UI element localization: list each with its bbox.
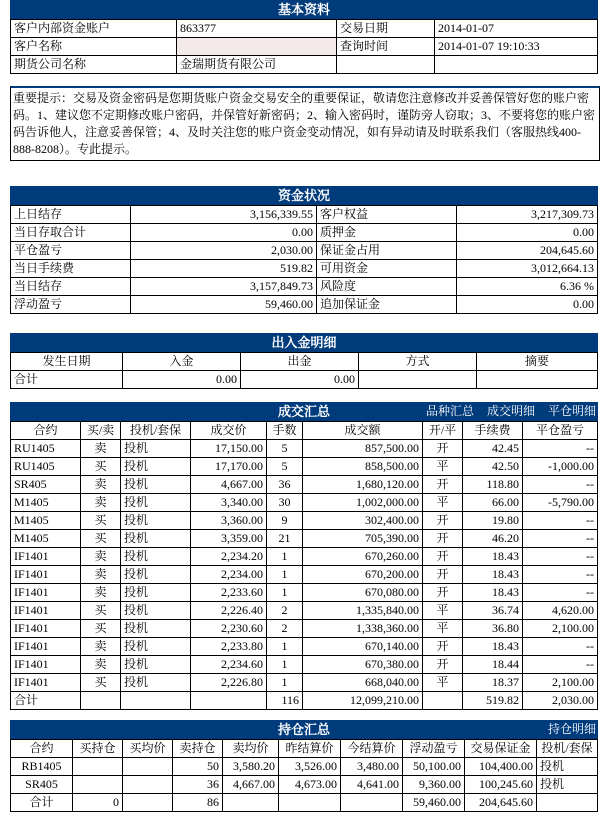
trades-total-fee: 519.82	[463, 692, 523, 710]
trade-cell: IF1401	[11, 674, 81, 692]
trade-row	[11, 512, 598, 530]
trade-date-value: 2014-01-07	[435, 20, 598, 38]
funds-label: 保证金占用	[317, 242, 457, 260]
trades-total-qty: 116	[267, 692, 303, 710]
trades-col-header: 买/卖	[81, 422, 121, 440]
trade-cell: 18.43	[463, 548, 523, 566]
trade-cell: 4,620.00	[523, 602, 598, 620]
funds-label: 当日手续费	[11, 260, 131, 278]
trade-cell: 投机	[121, 566, 191, 584]
trade-cell: 卖	[81, 494, 121, 512]
inout-col-in: 入金	[123, 353, 241, 371]
trade-cell: 18.43	[463, 566, 523, 584]
position-cell: 投机	[537, 758, 598, 776]
trade-cell: RU1405	[11, 458, 81, 476]
trade-cell: IF1401	[11, 620, 81, 638]
funds-label: 客户权益	[317, 206, 457, 224]
account-value: 863377	[177, 20, 337, 38]
trade-cell: 9	[267, 512, 303, 530]
trades-col-header: 投机/套保	[121, 422, 191, 440]
trade-cell: 开	[423, 584, 463, 602]
trade-row	[11, 638, 598, 656]
trade-cell: 投机	[121, 548, 191, 566]
trade-cell: --	[523, 638, 598, 656]
funds-row	[11, 242, 598, 260]
trades-table	[10, 421, 598, 710]
trade-cell: 2,234.60	[191, 656, 267, 674]
trade-cell: --	[523, 584, 598, 602]
position-cell: SR405	[11, 776, 73, 794]
trade-cell: 买	[81, 674, 121, 692]
funds-value: 0.00	[457, 224, 598, 242]
trade-row	[11, 620, 598, 638]
positions-section	[10, 720, 598, 812]
trade-cell: 21	[267, 530, 303, 548]
trade-date-label: 交易日期	[337, 20, 435, 38]
trade-cell: M1405	[11, 512, 81, 530]
funds-label: 风险度	[317, 278, 457, 296]
query-time-value: 2014-01-07 19:10:33	[435, 38, 598, 56]
trade-row	[11, 458, 598, 476]
trade-row	[11, 656, 598, 674]
empty-cell	[121, 692, 191, 710]
trade-cell: 1	[267, 584, 303, 602]
funds-label: 质押金	[317, 224, 457, 242]
trade-cell: 18.37	[463, 674, 523, 692]
trade-row	[11, 602, 598, 620]
trade-cell: 开	[423, 638, 463, 656]
trade-cell: 投机	[121, 620, 191, 638]
position-cell	[73, 776, 123, 794]
trade-cell: 670,260.00	[303, 548, 423, 566]
empty-cell	[81, 692, 121, 710]
position-cell: 3,480.00	[341, 758, 403, 776]
trade-cell: 开	[423, 476, 463, 494]
trade-cell: 705,390.00	[303, 530, 423, 548]
trades-links	[416, 402, 596, 421]
trade-cell: 1	[267, 656, 303, 674]
funds-value: 519.82	[131, 260, 317, 278]
trade-row	[11, 548, 598, 566]
funds-label: 浮动盈亏	[11, 296, 131, 314]
funds-value: 0.00	[131, 224, 317, 242]
trade-cell: 平	[423, 620, 463, 638]
position-cell	[73, 758, 123, 776]
trade-cell: 卖	[81, 584, 121, 602]
empty-cell	[537, 794, 598, 812]
funds-value: 59,460.00	[131, 296, 317, 314]
trade-cell: 18.43	[463, 638, 523, 656]
trade-cell: 18.43	[463, 584, 523, 602]
position-row	[11, 776, 598, 794]
trade-cell: 开	[423, 530, 463, 548]
trade-cell: 2,230.60	[191, 620, 267, 638]
inout-table	[10, 352, 598, 389]
trade-cell: 1	[267, 566, 303, 584]
position-cell: 4,667.00	[223, 776, 279, 794]
funds-row	[11, 224, 598, 242]
position-cell	[123, 758, 173, 776]
position-cell: 3,580.20	[223, 758, 279, 776]
trade-cell: 46.20	[463, 530, 523, 548]
positions-total-float: 59,460.00	[403, 794, 465, 812]
trade-cell: 开	[423, 548, 463, 566]
positions-header	[10, 720, 598, 739]
positions-col-header: 昨结算价	[279, 740, 341, 758]
trade-cell: M1405	[11, 494, 81, 512]
trade-cell: 卖	[81, 440, 121, 458]
trade-cell: 17,150.00	[191, 440, 267, 458]
inout-col-summary: 摘要	[477, 353, 598, 371]
trade-cell: 2,233.60	[191, 584, 267, 602]
trade-cell: 670,140.00	[303, 638, 423, 656]
trade-cell: 买	[81, 620, 121, 638]
funds-label: 平仓盈亏	[11, 242, 131, 260]
trade-cell: 5	[267, 458, 303, 476]
trade-cell: 3,360.00	[191, 512, 267, 530]
trade-cell: 卖	[81, 566, 121, 584]
trade-cell: 投机	[121, 440, 191, 458]
trade-cell: 卖	[81, 476, 121, 494]
basic-info-header	[10, 0, 598, 19]
positions-table	[10, 739, 598, 812]
trade-cell: 42.50	[463, 458, 523, 476]
trade-cell: SR405	[11, 476, 81, 494]
trade-cell: 2,100.00	[523, 620, 598, 638]
trade-cell: IF1401	[11, 548, 81, 566]
trade-cell: 开	[423, 512, 463, 530]
funds-title: 资金状况	[277, 188, 330, 203]
customer-name-label: 客户名称	[11, 38, 177, 56]
trades-header-row	[11, 422, 598, 440]
trades-total-pnl: 2,030.00	[523, 692, 598, 710]
positions-col-header: 卖持仓	[173, 740, 223, 758]
funds-header	[10, 186, 598, 205]
trades-section	[10, 402, 598, 710]
trade-row	[11, 494, 598, 512]
empty-cell	[341, 794, 403, 812]
funds-row	[11, 278, 598, 296]
inout-total-label: 合计	[11, 371, 123, 389]
trade-cell: 投机	[121, 476, 191, 494]
trade-cell: --	[523, 512, 598, 530]
positions-header-row	[11, 740, 598, 758]
position-row	[11, 758, 598, 776]
funds-label: 追加保证金	[317, 296, 457, 314]
trade-cell: 卖	[81, 656, 121, 674]
inout-header	[10, 333, 598, 352]
position-detail-link[interactable]: 持仓明细	[547, 722, 596, 736]
empty-cell	[191, 692, 267, 710]
trade-cell: -1,000.00	[523, 458, 598, 476]
position-cell: 36	[173, 776, 223, 794]
positions-col-header: 合约	[11, 740, 73, 758]
trade-cell: 买	[81, 458, 121, 476]
empty-cell	[359, 371, 477, 389]
trade-cell: 投机	[121, 638, 191, 656]
trade-cell: 投机	[121, 656, 191, 674]
positions-title: 持仓汇总	[277, 722, 330, 737]
trade-cell: 2,226.80	[191, 674, 267, 692]
inout-title: 出入金明细	[271, 335, 337, 350]
positions-col-header: 投机/套保	[537, 740, 598, 758]
trade-cell: --	[523, 566, 598, 584]
trade-cell: 858,500.00	[303, 458, 423, 476]
trade-cell: 118.80	[463, 476, 523, 494]
positions-col-header: 买持仓	[73, 740, 123, 758]
trade-cell: 30	[267, 494, 303, 512]
trade-cell: IF1401	[11, 602, 81, 620]
positions-total-sell: 86	[173, 794, 223, 812]
customer-name-value	[177, 38, 337, 56]
trades-title: 成交汇总	[277, 404, 330, 419]
trade-cell: 卖	[81, 638, 121, 656]
position-cell: 9,360.00	[403, 776, 465, 794]
trade-cell: 1	[267, 638, 303, 656]
trade-cell: --	[523, 530, 598, 548]
trade-cell: 投机	[121, 494, 191, 512]
funds-value: 204,645.60	[457, 242, 598, 260]
trade-cell: 投机	[121, 530, 191, 548]
trade-row	[11, 566, 598, 584]
empty-cell	[279, 794, 341, 812]
trade-cell: 2	[267, 620, 303, 638]
trade-cell: 平	[423, 674, 463, 692]
trade-cell: 19.80	[463, 512, 523, 530]
trade-cell: 42.45	[463, 440, 523, 458]
trades-col-header: 成交价	[191, 422, 267, 440]
trade-row	[11, 674, 598, 692]
trade-cell: 36.80	[463, 620, 523, 638]
basic-info-section	[10, 0, 598, 74]
funds-row	[11, 260, 598, 278]
trade-cell: 1	[267, 674, 303, 692]
trade-cell: --	[523, 656, 598, 674]
trade-cell: 开	[423, 656, 463, 674]
empty-cell	[435, 56, 598, 74]
positions-col-header: 今结算价	[341, 740, 403, 758]
position-cell: RB1405	[11, 758, 73, 776]
trade-cell: 2,100.00	[523, 674, 598, 692]
trades-col-header: 开/平	[423, 422, 463, 440]
funds-value: 2,030.00	[131, 242, 317, 260]
company-label: 期货公司名称	[11, 56, 177, 74]
variety-summary-link[interactable]: 品种汇总	[425, 404, 474, 418]
funds-value: 3,012,664.13	[457, 260, 598, 278]
trade-cell: IF1401	[11, 584, 81, 602]
inout-section	[10, 333, 598, 389]
trade-cell: 17,170.00	[191, 458, 267, 476]
inout-total-in: 0.00	[123, 371, 241, 389]
trade-cell: 买	[81, 512, 121, 530]
trade-cell: 3,340.00	[191, 494, 267, 512]
positions-total-margin: 204,645.60	[465, 794, 537, 812]
trade-cell: 卖	[81, 548, 121, 566]
positions-col-header: 交易保证金	[465, 740, 537, 758]
position-cell	[123, 776, 173, 794]
inout-col-method: 方式	[359, 353, 477, 371]
trade-cell: 买	[81, 530, 121, 548]
empty-cell	[337, 56, 435, 74]
trade-cell: 买	[81, 602, 121, 620]
funds-section	[10, 186, 598, 314]
funds-row	[11, 206, 598, 224]
trades-col-header: 手数	[267, 422, 303, 440]
basic-info-title: 基本资料	[277, 2, 330, 17]
trades-col-header: 合约	[11, 422, 81, 440]
funds-label: 当日存取合计	[11, 224, 131, 242]
trades-header	[10, 402, 598, 421]
positions-col-header: 卖均价	[223, 740, 279, 758]
trades-col-header: 成交额	[303, 422, 423, 440]
position-cell: 100,245.60	[465, 776, 537, 794]
trade-row	[11, 440, 598, 458]
position-cell: 3,526.00	[279, 758, 341, 776]
query-time-label: 查询时间	[337, 38, 435, 56]
funds-label: 当日结存	[11, 278, 131, 296]
trade-cell: 平	[423, 458, 463, 476]
trade-row	[11, 530, 598, 548]
funds-value: 3,156,339.55	[131, 206, 317, 224]
funds-label: 可用资金	[317, 260, 457, 278]
important-notice: 重要提示：交易及资金密码是您期货账户资金交易安全的重要保证，敬请您注意修改并妥善保管好您的账户密码。1、建议您不定期修改账户密码，并保管好新密码；2、输入密码时，谨防旁人窃取；3、不要将您的账户密码告诉他人，注意妥善保管；4、及时关注您的账户资金变动情况，如有异动请及时联系我们（客服热线400-888-8208）。专此提示。	[10, 86, 600, 161]
trade-cell: 平	[423, 494, 463, 512]
trade-cell: 36	[267, 476, 303, 494]
trade-cell: 1,680,120.00	[303, 476, 423, 494]
trade-cell: 670,200.00	[303, 566, 423, 584]
trade-cell: IF1401	[11, 566, 81, 584]
account-label: 客户内部资金账户	[11, 20, 177, 38]
position-cell: 104,400.00	[465, 758, 537, 776]
trade-cell: 670,380.00	[303, 656, 423, 674]
funds-label: 上日结存	[11, 206, 131, 224]
positions-total-label: 合计	[11, 794, 73, 812]
basic-info-table	[10, 19, 598, 74]
trade-cell: RU1405	[11, 440, 81, 458]
trade-cell: 投机	[121, 602, 191, 620]
trade-cell: IF1401	[11, 638, 81, 656]
empty-cell	[423, 692, 463, 710]
positions-col-header: 买均价	[123, 740, 173, 758]
funds-value: 6.36 %	[457, 278, 598, 296]
trade-cell: -5,790.00	[523, 494, 598, 512]
trade-cell: 66.00	[463, 494, 523, 512]
trade-cell: 2,234.20	[191, 548, 267, 566]
trade-cell: 开	[423, 440, 463, 458]
trade-cell: 2,233.80	[191, 638, 267, 656]
trade-cell: 18.44	[463, 656, 523, 674]
funds-value: 3,217,309.73	[457, 206, 598, 224]
trades-col-header: 手续费	[463, 422, 523, 440]
trade-cell: 668,040.00	[303, 674, 423, 692]
inout-col-out: 出金	[241, 353, 359, 371]
trade-cell: 36.74	[463, 602, 523, 620]
trade-detail-link[interactable]: 成交明细	[486, 404, 535, 418]
funds-table	[10, 205, 598, 314]
trade-cell: 开	[423, 566, 463, 584]
trades-total-amount: 12,099,210.00	[303, 692, 423, 710]
trade-cell: 4,667.00	[191, 476, 267, 494]
trade-cell: --	[523, 548, 598, 566]
inout-total-out: 0.00	[241, 371, 359, 389]
positions-links	[538, 720, 596, 739]
close-detail-link[interactable]: 平仓明细	[547, 404, 596, 418]
trade-row	[11, 476, 598, 494]
trade-cell: 1,338,360.00	[303, 620, 423, 638]
trade-cell: 2,234.00	[191, 566, 267, 584]
trade-cell: 1	[267, 548, 303, 566]
trade-cell: 1,335,840.00	[303, 602, 423, 620]
position-cell: 4,673.00	[279, 776, 341, 794]
trade-cell: 投机	[121, 584, 191, 602]
position-cell: 50	[173, 758, 223, 776]
funds-row	[11, 296, 598, 314]
company-value: 金瑞期货有限公司	[177, 56, 337, 74]
trade-cell: 投机	[121, 674, 191, 692]
trade-cell: 平	[423, 602, 463, 620]
empty-cell	[123, 794, 173, 812]
trade-cell: 302,400.00	[303, 512, 423, 530]
trade-cell: M1405	[11, 530, 81, 548]
empty-cell	[223, 794, 279, 812]
funds-value: 0.00	[457, 296, 598, 314]
trade-row	[11, 584, 598, 602]
trades-col-header: 平仓盈亏	[523, 422, 598, 440]
position-cell: 投机	[537, 776, 598, 794]
trade-cell: --	[523, 476, 598, 494]
positions-total-buy: 0	[73, 794, 123, 812]
position-cell: 4,641.00	[341, 776, 403, 794]
inout-col-date: 发生日期	[11, 353, 123, 371]
trades-total-label: 合计	[11, 692, 81, 710]
trade-cell: 2	[267, 602, 303, 620]
empty-cell	[477, 371, 598, 389]
trade-cell: 1,002,000.00	[303, 494, 423, 512]
funds-value: 3,157,849.73	[131, 278, 317, 296]
trade-cell: IF1401	[11, 656, 81, 674]
trade-cell: 投机	[121, 512, 191, 530]
trade-cell: 投机	[121, 458, 191, 476]
trade-cell: --	[523, 440, 598, 458]
position-cell: 50,100.00	[403, 758, 465, 776]
trade-cell: 2,226.40	[191, 602, 267, 620]
trade-cell: 5	[267, 440, 303, 458]
positions-col-header: 浮动盈亏	[403, 740, 465, 758]
trade-cell: 3,359.00	[191, 530, 267, 548]
trade-cell: 857,500.00	[303, 440, 423, 458]
trade-cell: 670,080.00	[303, 584, 423, 602]
